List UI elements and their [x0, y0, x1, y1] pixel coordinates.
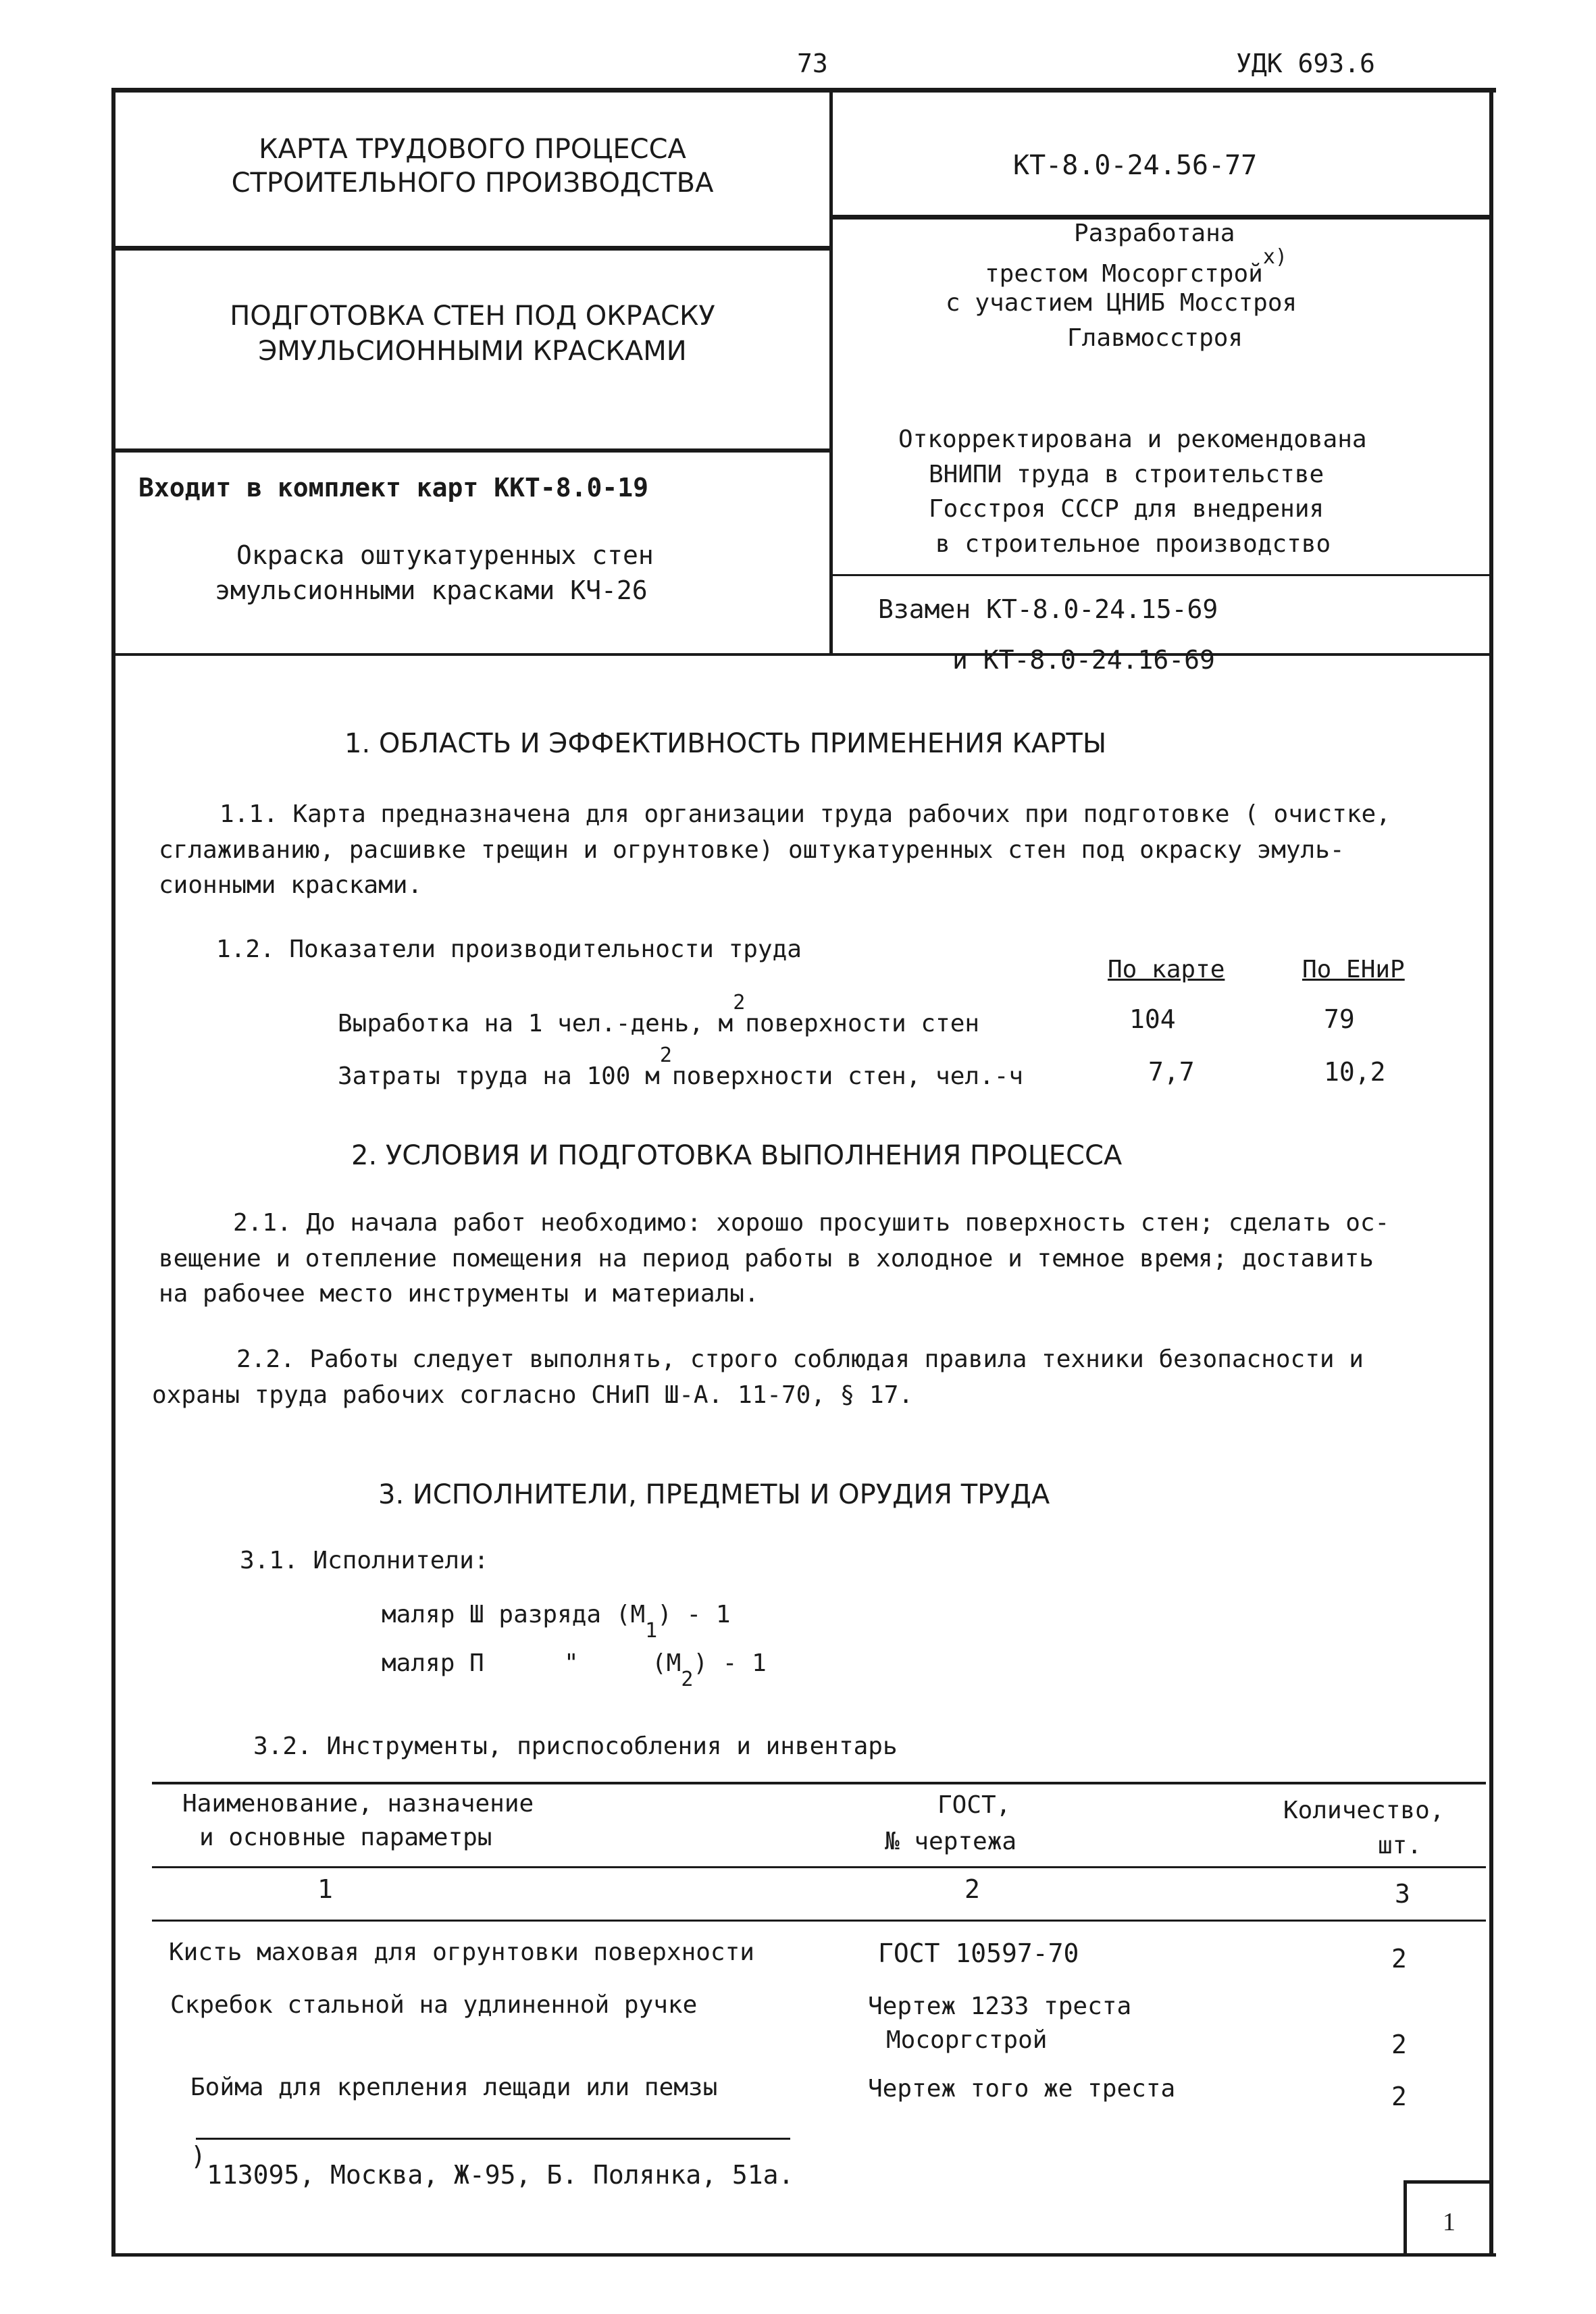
p11-line2: сглаживанию, расшивке трещин и огрунтовке) оштукатуренных стен под окраску эмуль- — [159, 836, 1345, 864]
th-num-2: 2 — [964, 1874, 980, 1904]
row2-label: Затраты труда на 100 $м^2поверхности$ стен, чел.-ч — [338, 1044, 1024, 1090]
footnote-mark: ) — [190, 2141, 206, 2171]
worker2-ditto: " — [564, 1649, 579, 1677]
udc-code: УДК 693.6 — [1236, 49, 1375, 78]
table-row-3-qty: 2 — [1391, 2082, 1407, 2111]
th-qty-line1: Количество, — [1283, 1797, 1445, 1824]
frame-right — [1489, 88, 1493, 2256]
header-bottom-line — [111, 653, 1493, 656]
right-box-divider-2 — [831, 574, 1493, 576]
th-num-1: 1 — [317, 1874, 333, 1904]
section2-heading: 2. УСЛОВИЯ И ПОДГОТОВКА ВЫПОЛНЕНИЯ ПРОЦЕССА — [351, 1140, 1123, 1171]
card-set-desc-line2: эмульсионными красками КЧ-26 — [215, 575, 648, 605]
p21-line2: вещение и отепление помещения на период работы в холодное и темное время; доставить — [159, 1245, 1374, 1272]
worker2-label: маляр П — [382, 1649, 484, 1677]
row1-card-value: 104 — [1129, 1004, 1176, 1034]
p22-line2: охраны труда рабочих согласно СНиП Ш-А. 11-70, § 17. — [152, 1381, 914, 1409]
left-box-divider-2 — [111, 448, 831, 453]
card-title-line1: КАРТА ТРУДОВОГО ПРОЦЕССА — [259, 134, 686, 165]
col-header-enir: По ЕНиР — [1302, 956, 1405, 983]
p22-line1: 2.2. Работы следует выполнять, строго соблюдая правила техники безопасности и — [236, 1345, 1364, 1373]
footnote-text: 113095, Москва, Ж-95, Б. Полянка, 51а. — [207, 2160, 794, 2190]
table-top-line — [152, 1782, 1486, 1784]
developed-line2: трестом Мосоргстрой$^{x)}$ — [985, 245, 1287, 288]
replaces-line1: Взамен КТ-8.0-24.15-69 — [878, 594, 1218, 624]
worker2-code: $(М_2) - 1$ — [652, 1649, 767, 1692]
card-subject-line2: ЭМУЛЬСИОННЫМИ КРАСКАМИ — [258, 336, 687, 367]
col-header-card: По карте — [1108, 956, 1225, 983]
developed-line3: с участием ЦНИБ Мосстроя — [946, 289, 1297, 317]
table-row-1-name: Кисть маховая для огрунтовки поверхности — [169, 1938, 754, 1966]
th-qty-line2: шт. — [1378, 1832, 1422, 1859]
card-title-line2: СТРОИТЕЛЬНОГО ПРОИЗВОДСТВА — [231, 168, 714, 199]
table-row-3-name: Бойма для крепления лещади или пемзы — [190, 2074, 718, 2101]
frame-left — [111, 88, 115, 2256]
card-set-desc-line1: Окраска оштукатуренных стен — [236, 540, 654, 570]
table-header-line — [152, 1866, 1486, 1868]
section1-heading: 1. ОБЛАСТЬ И ЭФФЕКТИВНОСТЬ ПРИМЕНЕНИЯ КАРТЫ — [344, 728, 1107, 759]
section3-heading: 3. ИСПОЛНИТЕЛИ, ПРЕДМЕТЫ И ОРУДИЯ ТРУДА — [378, 1479, 1050, 1510]
th-name-line2: и основные параметры — [199, 1824, 492, 1851]
sheet-number: 1 — [1443, 2208, 1456, 2236]
footnote-rule — [196, 2138, 790, 2140]
p11-line1: 1.1. Карта предназначена для организации труда рабочих при подготовке ( очистке, — [220, 800, 1391, 828]
p21-line3: на рабочее место инструменты и материалы. — [159, 1280, 759, 1308]
th-name-line1: Наименование, назначение — [182, 1790, 534, 1818]
developed-line1: Разработана — [1074, 220, 1235, 247]
table-row-3-gost: Чертеж того же треста — [868, 2075, 1176, 2103]
table-row-2-qty: 2 — [1391, 2030, 1407, 2059]
p21-line1: 2.1. До начала работ необходимо: хорошо просушить поверхность стен; сделать ос- — [233, 1209, 1390, 1237]
corrected-line4: в строительное производство — [935, 530, 1331, 558]
worker1: маляр Ш разряда $(М_1) - 1$ — [382, 1601, 731, 1643]
card-subject-line1: ПОДГОТОВКА СТЕН ПОД ОКРАСКУ — [230, 301, 715, 332]
table-num-line — [152, 1920, 1486, 1922]
corrected-line3: Госстроя СССР для внедрения — [929, 495, 1324, 523]
th-gost-line1: ГОСТ, — [937, 1791, 1011, 1819]
corrected-line2: ВНИПИ труда в строительстве — [929, 461, 1324, 488]
th-num-3: 3 — [1395, 1879, 1410, 1909]
p31-heading: 3.1. Исполнители: — [240, 1547, 489, 1574]
p11-line3: сионными красками. — [159, 871, 423, 899]
row1-label: Выработка на 1 чел.-день, $м^2поверхности$ стен — [338, 991, 980, 1037]
table-row-2-name: Скребок стальной на удлиненной ручке — [170, 1991, 698, 2019]
left-box-divider-1 — [111, 246, 831, 251]
table-row-2-gost-line2: Мосоргстрой — [886, 2026, 1048, 2054]
p32-heading: 3.2. Инструменты, приспособления и инвентарь — [253, 1732, 898, 1760]
replaces-line2: и КТ-8.0-24.16-69 — [952, 645, 1215, 675]
frame-bottom — [111, 2253, 1496, 2257]
corrected-line1: Откорректирована и рекомендована — [898, 426, 1367, 453]
card-set-line: Входит в комплект карт ККТ-8.0-19 — [138, 473, 648, 503]
developed-line4: Главмосстроя — [1067, 324, 1243, 352]
page-number: 73 — [797, 49, 828, 78]
right-box-divider-1 — [831, 215, 1493, 220]
row1-enir-value: 79 — [1324, 1004, 1355, 1034]
table-row-1-qty: 2 — [1391, 1944, 1407, 1974]
table-row-2-gost-line1: Чертеж 1233 треста — [868, 1992, 1132, 2020]
card-code: КТ-8.0-24.56-77 — [1013, 150, 1258, 181]
p12-heading: 1.2. Показатели производительности труда — [216, 935, 802, 963]
row2-card-value: 7,7 — [1148, 1057, 1195, 1087]
row2-enir-value: 10,2 — [1324, 1057, 1386, 1087]
header-vertical-divider — [829, 88, 833, 655]
th-gost-line2: № чертежа — [885, 1828, 1017, 1855]
table-row-1-gost: ГОСТ 10597-70 — [878, 1938, 1079, 1968]
frame-top — [111, 88, 1496, 93]
